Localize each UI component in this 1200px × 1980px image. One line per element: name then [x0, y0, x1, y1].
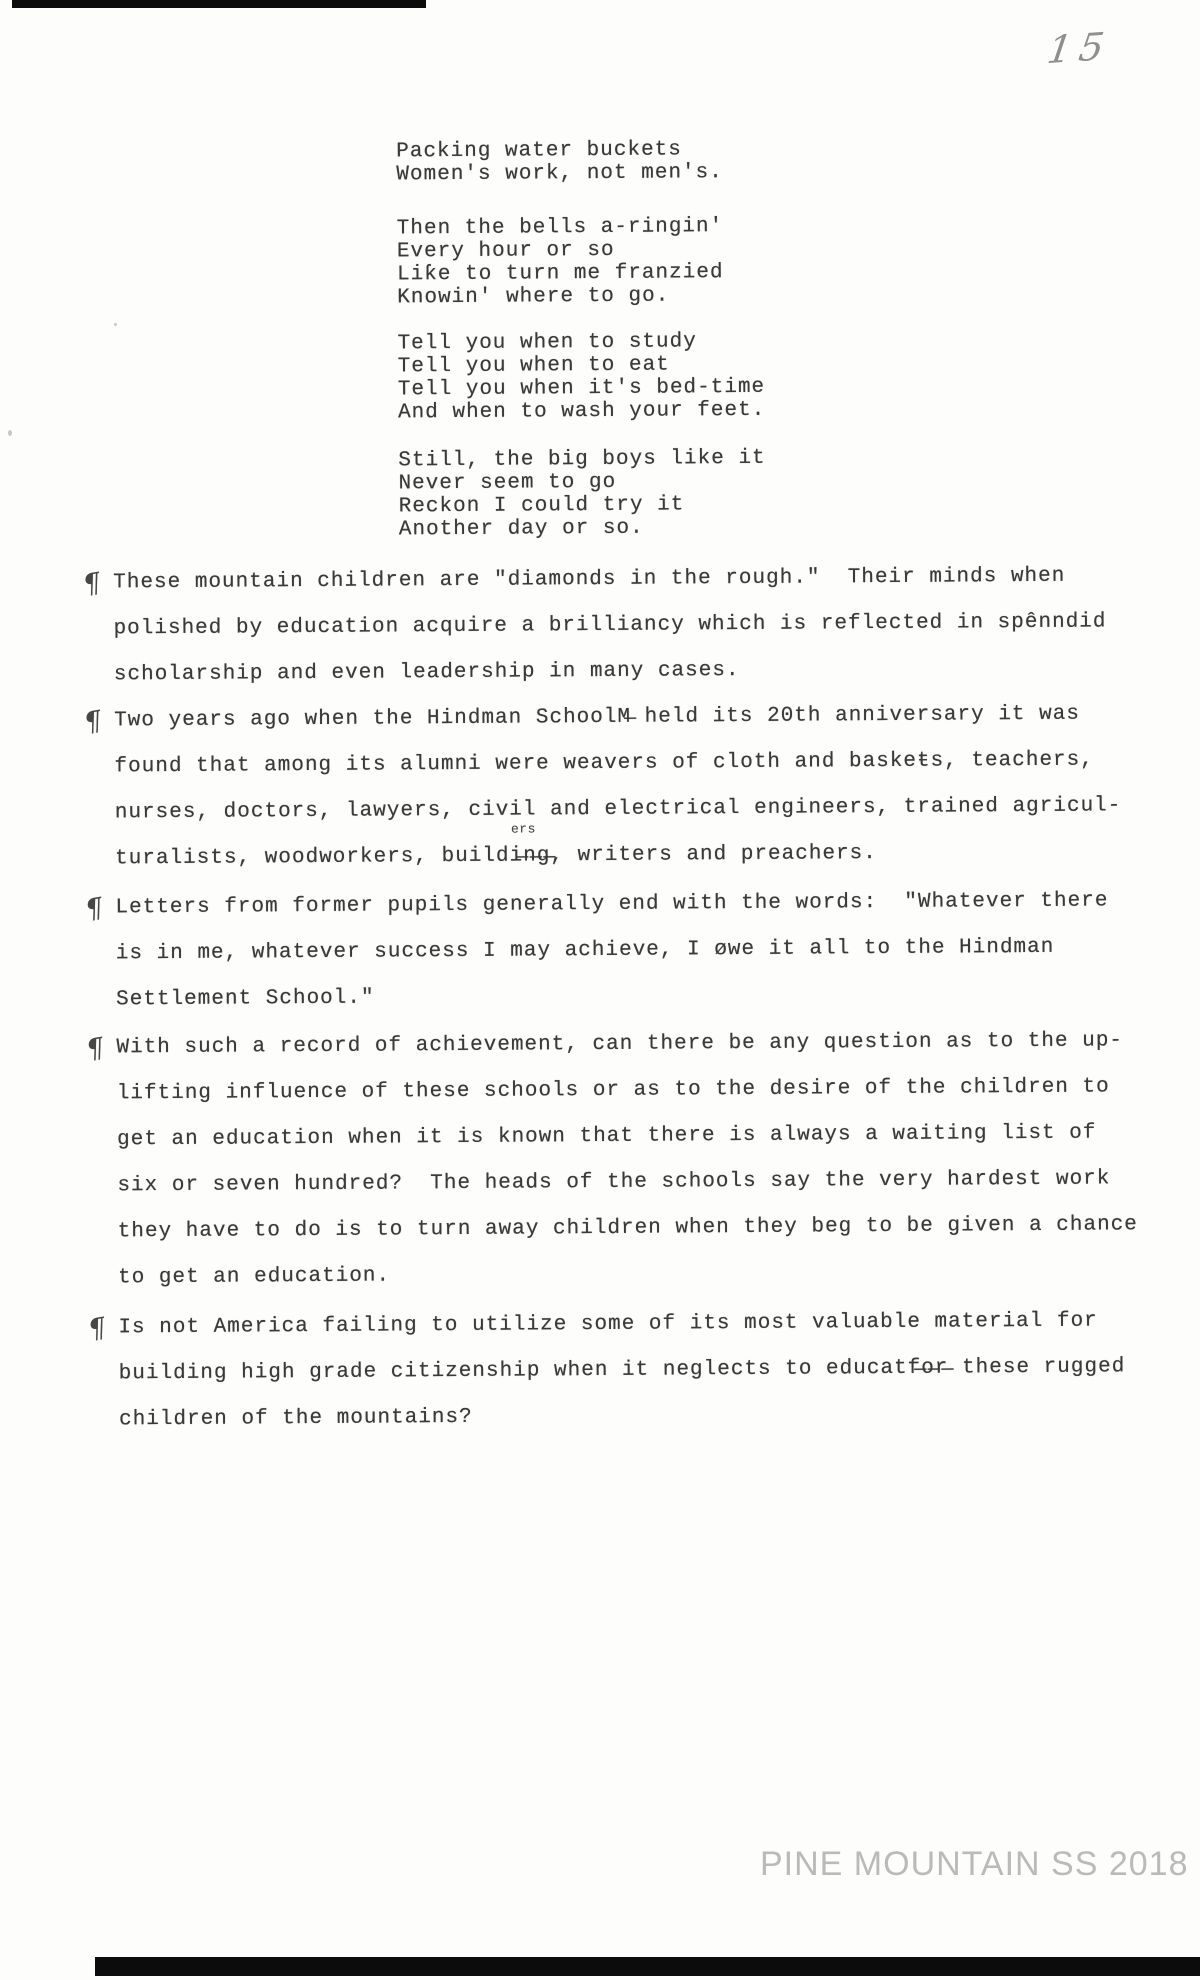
- paragraph-line: scholarship and even leadership in many cases.: [113, 659, 740, 687]
- paragraph-line: nurses, doctors, lawyers, civil and electrical engineers, trained agricul-: [114, 794, 1122, 825]
- paragraph-mark: ¶: [83, 892, 106, 926]
- poem-stanza-3: [397, 330, 765, 425]
- watermark: PINE MOUNTAIN SS 2018: [760, 1845, 1189, 1883]
- paragraph-1: [80, 553, 1107, 698]
- paragraph-mark: ¶: [86, 1312, 109, 1346]
- poem-stanza-2: [397, 215, 724, 309]
- paragraph-line: polished by education acquire a brilliancy which is reflected in spênndid: [113, 610, 1107, 641]
- paragraph-3: [83, 878, 1109, 1023]
- paragraph-mark: ¶: [80, 567, 103, 601]
- poem-line: Knowin' where to go.: [397, 284, 670, 310]
- paragraph-line: lifting influence of these schools or as to the desire of the children to: [116, 1075, 1110, 1106]
- poem-line: Liƙe to turn me franzied: [396, 261, 724, 287]
- paragraph-5: [86, 1298, 1126, 1443]
- poem-line: Reckon I could try it: [398, 493, 685, 519]
- poem-line: Every hour or so: [396, 238, 615, 264]
- poem-line: Tell you when to eat: [397, 353, 670, 379]
- poem-line: Then the bells a-ringin': [396, 215, 724, 241]
- paragraph-line: These mountain children are "diamonds in the rough." Their minds when: [113, 564, 1066, 595]
- paragraph-line: found that among its alumni were weavers of cloth and baskeŧs, teachers,: [114, 748, 1094, 779]
- paragraph-line: With such a record of achievement, can there be any question as to the up-: [116, 1029, 1124, 1060]
- paragraph-mark: ¶: [81, 705, 104, 739]
- paragraph-line: children of the mountains?: [118, 1405, 473, 1432]
- paragraph-4: [84, 1018, 1138, 1301]
- poem-stanza-4: [398, 447, 766, 542]
- handwritten-page-number: 15: [1044, 23, 1114, 73]
- paragraph-line: is in me, whatever success I may achieve, I øwe it all to the Hindman: [115, 935, 1055, 966]
- poem-line: Women's work, not men's.: [396, 161, 723, 187]
- poem-line: And when to wash your feet.: [397, 398, 766, 425]
- poem-line: Packing water buckets: [396, 138, 682, 164]
- poem-stanza-1: [396, 138, 723, 186]
- paragraph-line: they have to do is to turn away children when they beg to be given a chance: [117, 1213, 1138, 1244]
- poem-line: Never seem to go: [398, 470, 617, 496]
- paragraph-line: get an education when it is known that there is always a waiting list of: [117, 1121, 1097, 1152]
- paragraph-line: six or seven hundred? The heads of the schools say the very hardest work: [117, 1167, 1111, 1198]
- poem-line: Tell you when to study: [397, 330, 697, 356]
- paragraph-line: Two years ago when the Hindman SchoolM̶ held its 20th anniversary it was: [114, 702, 1080, 733]
- poem-line: Tell you when it's bed-time: [397, 375, 766, 402]
- paragraph-2: [81, 691, 1122, 882]
- paragraph-line: turalists, woodworkers, buildi̶n̶g̶, writers and preachers.: [115, 842, 877, 871]
- paragraph-line: to get an education.: [117, 1264, 391, 1290]
- paragraph-line: Is not America failing to utilize some of its most valuable material for: [118, 1309, 1098, 1340]
- paragraph-line: building high grade citizenship when it neglects to educatf̶o̶r̶ these rugged: [118, 1355, 1126, 1386]
- poem-line: Another day or so.: [398, 516, 644, 542]
- poem-line: Still, the big boys like it: [398, 446, 766, 473]
- paragraph-line: Letters from former pupils generally end with the words: "Whatever there: [115, 889, 1109, 920]
- typed-correction: ers: [510, 821, 536, 837]
- paragraph-mark: ¶: [84, 1032, 107, 1066]
- paragraph-line: Settlement School.": [116, 986, 375, 1012]
